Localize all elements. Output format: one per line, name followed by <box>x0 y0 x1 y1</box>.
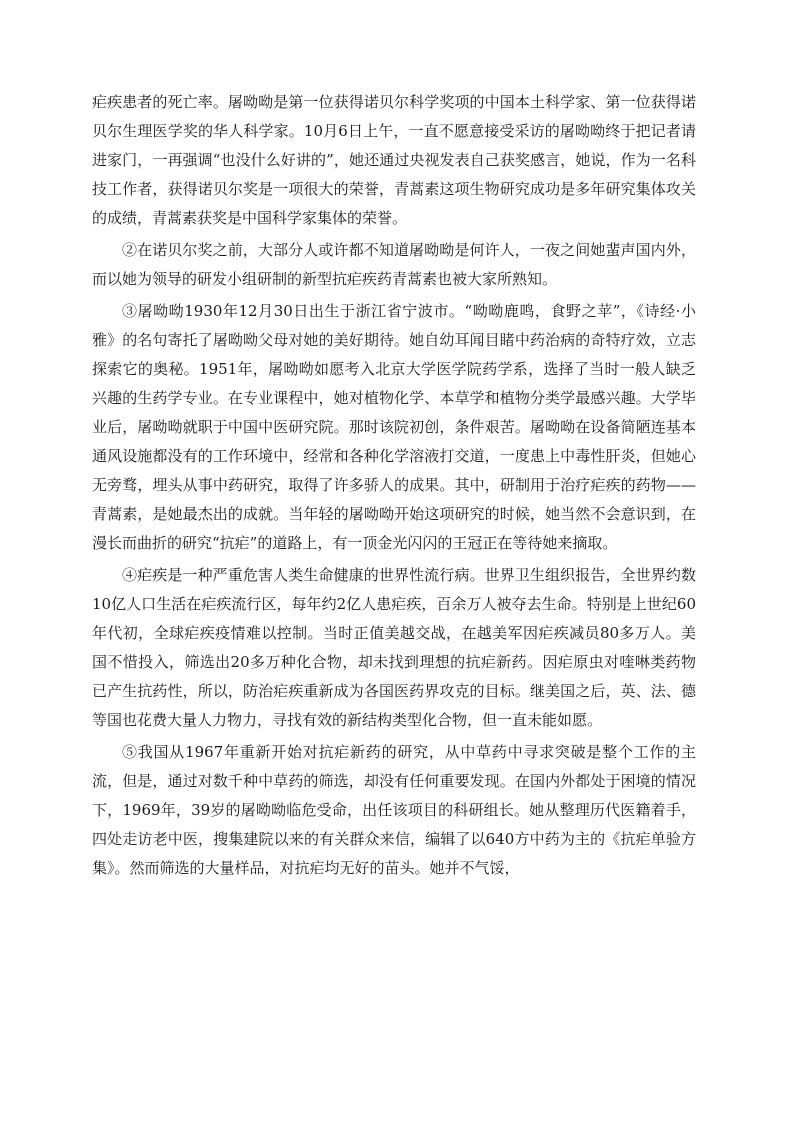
paragraph-continued: 疟疾患者的死亡率。屠呦呦是第一位获得诺贝尔科学奖项的中国本土科学家、第一位获得诺贝尔生理医学奖的华人科学家。10月6日上午，一直不愿意接受采访的屠呦呦终于把记者请进家门，一再强调“也没什么好讲的”，她还通过央视发表自己获奖感言，她说，作为一名科技工作者，获得诺贝尔奖是一项很大的荣誉，青蒿素这项生物研究成功是多年研究集体攻关的成绩，青蒿素获奖是中国科学家集体的荣誉。 <box>92 93 696 227</box>
paragraph-2: ②在诺贝尔奖之前，大部分人或许都不知道屠呦呦是何许人，一夜之间她蜚声国内外，而以她为领导的研发小组研制的新型抗疟疾药青蒿素也被大家所熟知。 <box>92 241 696 288</box>
paragraph-3: ③屠呦呦1930年12月30日出生于浙江省宁波市。“呦呦鹿鸣，食野之苹”，《诗经·小雅》的名句寄托了屠呦呦父母对她的美好期待。她自幼耳闻目睹中药治病的奇特疗效，立志探索它的奥秘。1951年，屠呦呦如愿考入北京大学医学院药学系，选择了当时一般人缺乏兴趣的生药学专业。在专业课程中，她对植物化学、本草学和植物分类学最感兴趣。大学毕业后，屠呦呦就职于中国中医研究院。那时该院初创，条件艰苦。屠呦呦在设备简陋连基本通风设施都没有的工作环境中，经常和各种化学溶液打交道，一度患上中毒性肝炎，但她心无旁骛，埋头从事中药研究，取得了许多骄人的成果。其中，研制用于治疗疟疾的药物——青蒿素，是她最杰出的成就。当年轻的屠呦呦开始这项研究的时候，她当然不会意识到，在漫长而曲折的研究“抗疟”的道路上，有一顶金光闪闪的王冠正在等待她来摘取。 <box>92 302 696 552</box>
paragraph-4: ④疟疾是一种严重危害人类生命健康的世界性流行病。世界卫生组织报告，全世界约数10亿人口生活在疟疾流行区，每年约2亿人患疟疾，百余万人被夺去生命。特别是上世纪60年代初，全球疟疾疫情难以控制。当时正值美越交战，在越美军因疟疾减员80多万人。美国不惜投入，筛选出20多万种化合物，却未找到理想的抗疟新药。因疟原虫对喹啉类药物已产生抗药性，所以，防治疟疾重新成为各国医药界攻克的目标。继美国之后，英、法、德等国也花费大量人力物力，寻找有效的新结构类型化合物，但一直未能如愿。 <box>92 566 696 729</box>
document-body <box>92 88 696 886</box>
paragraph-5: ⑤我国从1967年重新开始对抗疟新药的研究，从中草药中寻求突破是整个工作的主流，但是，通过对数千种中草药的筛选，却没有任何重要发现。在国内外都处于困境的情况下，1969年，39岁的屠呦呦临危受命，出任该项目的科研组长。她从整理历代医籍着手，四处走访老中医，搜集建院以来的有关群众来信，编辑了以640方中药为主的《抗疟单验方集》。然而筛选的大量样品，对抗疟均无好的苗头。她并不气馁， <box>92 743 696 877</box>
